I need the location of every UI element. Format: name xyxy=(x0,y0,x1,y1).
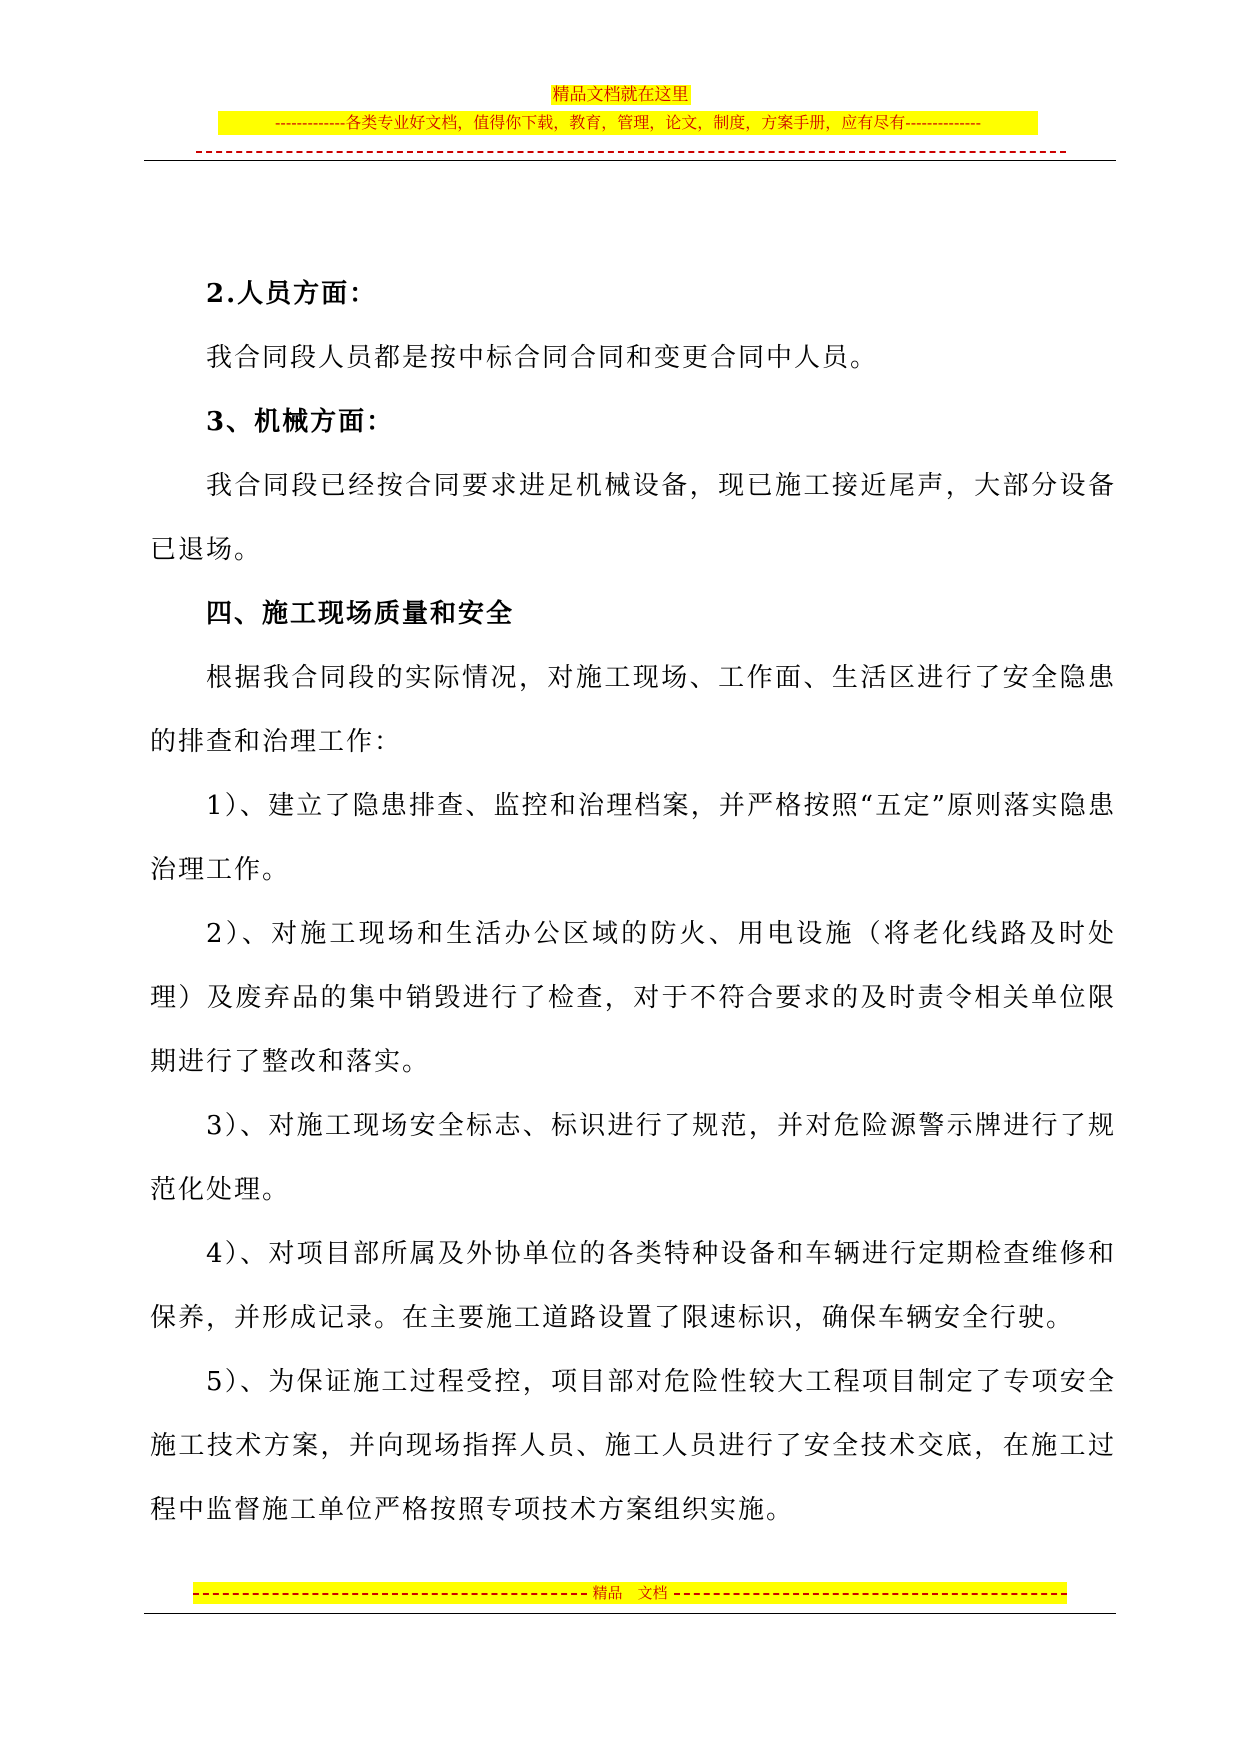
footer-banner xyxy=(193,1582,1067,1604)
body-paragraph: 我合同段人员都是按中标合同合同和变更合同中人员。 xyxy=(206,343,879,373)
header-rule xyxy=(144,160,1116,161)
body-paragraph: 2）、对施工现场和生活办公区域的防火、用电设施（将老化线路及时处理）及废弃品的集中销毁进行了检查，对于不符合要求的及时责令相关单位限期进行了整改和落实。 xyxy=(150,919,1116,1077)
footer-rule xyxy=(144,1613,1116,1614)
header-title xyxy=(0,84,1241,106)
footer-dash-right xyxy=(674,1593,1067,1595)
document-body xyxy=(150,262,1116,1542)
header-title-text: 精品文档就在这里 xyxy=(552,85,689,105)
body-paragraph: 1）、建立了隐患排查、监控和治理档案，并严格按照“五定”原则落实隐患治理工作。 xyxy=(150,791,1116,885)
section-heading: 2.人员方面： xyxy=(206,279,378,309)
footer-label: 精品 文档 xyxy=(592,1584,668,1602)
body-paragraph: 4）、对项目部所属及外协单位的各类特种设备和车辆进行定期检查维修和保养，并形成记录。在主要施工道路设置了限速标识，确保车辆安全行驶。 xyxy=(150,1239,1116,1333)
body-paragraph: 5）、为保证施工过程受控，项目部对危险性较大工程项目制定了专项安全施工技术方案，并向现场指挥人员、施工人员进行了安全技术交底，在施工过程中监督施工单位严格按照专项技术方案组织实施。 xyxy=(150,1367,1116,1525)
footer-dash-left xyxy=(193,1593,587,1595)
section-heading: 3、机械方面： xyxy=(206,407,395,437)
section-heading: 四、施工现场质量和安全 xyxy=(206,599,515,629)
body-paragraph: 根据我合同段的实际情况，对施工现场、工作面、生活区进行了安全隐患的排查和治理工作： xyxy=(150,663,1116,757)
body-paragraph: 3）、对施工现场安全标志、标识进行了规范，并对危险源警示牌进行了规范化处理。 xyxy=(150,1111,1116,1205)
header-dashed-divider xyxy=(196,137,1066,153)
body-paragraph: 我合同段已经按合同要求进足机械设备，现已施工接近尾声，大部分设备已退场。 xyxy=(150,471,1116,565)
header-tagline: -------------各类专业好文档，值得你下载，教育，管理，论文，制度，方案手册，应有尽有-------------- xyxy=(218,111,1038,135)
